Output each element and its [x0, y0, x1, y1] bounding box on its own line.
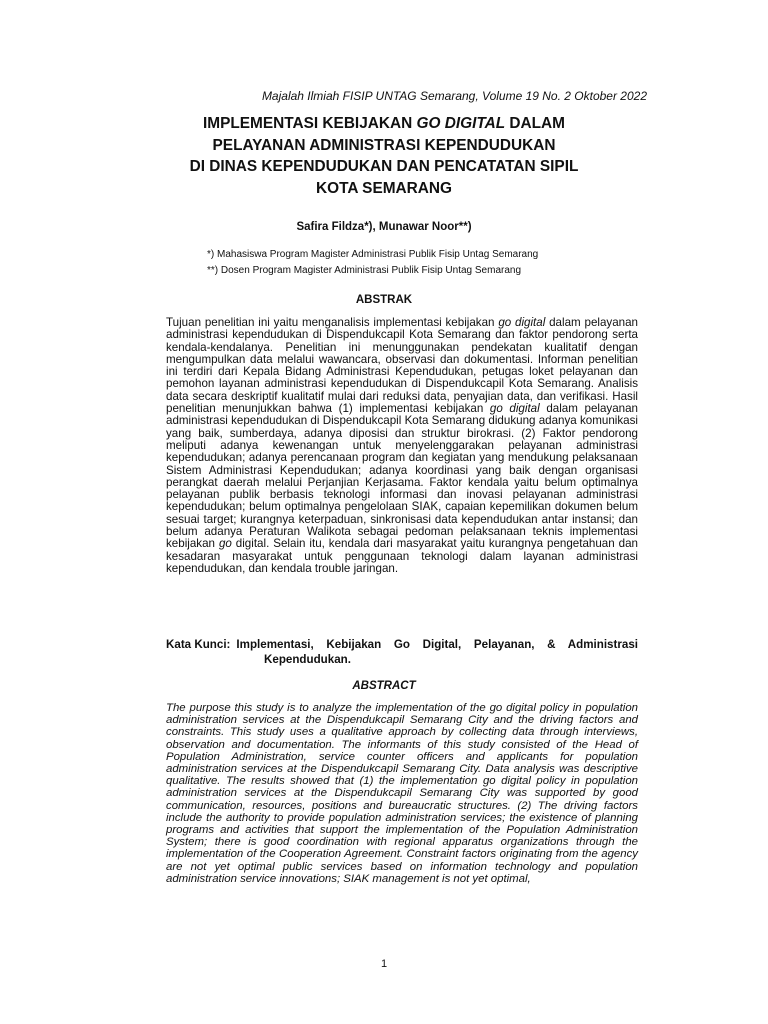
paper-title	[160, 113, 608, 199]
author-list: Safira Fildza*), Munawar Noor**)	[296, 221, 472, 233]
abstrak-text-2: dalam pelayanan administrasi kependudukan di Dispendukcapil Kota Semarang dan faktor pendorong serta kendala-kendalanya. Penelitian ini menunggunakan pendekatan kualitatif dengan mengumpulkan data melalui wawancara, observasi dan dokumentasi. Informan penelitian ini terdiri dari Kepala Bidang Administrasi Kependudukan, petugas loket pelayanan dan pemohon layanan administrasi kependudukan di Dispendukcapil Kota Semarang. Analisis data secara deskriptif kualitatif mulai dari reduksi data, penyajian data, dan verifikasi. Hasil penelitian menunjukkan bahwa (1) implementasi kebijakan	[166, 316, 638, 416]
keywords	[166, 637, 638, 667]
title-line-4: KOTA SEMARANG	[316, 179, 452, 197]
keywords-label: Kata Kunci:	[166, 638, 231, 651]
keywords-row	[166, 637, 638, 652]
abstrak-text-3: dalam pelayanan administrasi kependudukan di Dispendukcapil Kota Semarang didukung adanya komunikasi yang baik, sumberdaya, adanya diposisi dan struktur birokrasi. (2) Faktor pendorong meliputi adanya kewenangan untuk menyelenggarakan pelayanan administrasi kependudukan; adanya perencanaan program dan kegiatan yang mendukung pelaksanaan Sistem Administrasi Kependudukan; adanya koordinasi yang baik dengan organisasi perangkat daerah melalui Perjanjian Kerjasama. Faktor kendala yaitu belum optimalnya pelayanan publik berbasis teknologi informasi dan inovasi pelayanan administrasi kependudukan; belum optimalnya pengelolaan SIAK, capaian kepemilikan dokumen belum sesuai target; kurangnya keterpaduan, sinkronisasi data kependudukan antar instansi; dan belum adanya Peraturan Walikota sebagai pedoman pelaksanaan teknis implementasi kebijakan	[166, 402, 639, 551]
abstract-heading: ABSTRACT	[352, 680, 416, 692]
abstrak-emphasis-3: go	[218, 537, 232, 551]
title-line-2: PELAYANAN ADMINISTRASI KEPENDUDUKAN	[212, 136, 556, 154]
abstract-body: The purpose this study is to analyze the implementation of the go digital policy in population administration services at the Dispendukcapil Semarang City and the driving factors and constraints. This study uses a qualitative approach by collecting data through interviews, observation and documentation. The informants of this study consisted of the Head of Population Administration, service counter officers and applicants for population administration services at the Dispendukcapil Semarang City. Data analysis was descriptive qualitative. The results showed that (1) the implementation go digital policy in population administration services at the Dispendukcapil Semarang City was supported by good communication, resources, positions and bureaucratic structures. (2) The driving factors include the authority to provide population administration services; the existence of planning programs and activities that support the implementation of the Population Administration System; there is good coordination with regional apparatus organizations through the implementation of the Cooperation Agreement. Constraint factors originating from the agency are not yet optimal public services based on information technology and population administration service innovations; SIAK management is not yet optimal,	[166, 702, 638, 885]
journal-header: Majalah Ilmiah FISIP UNTAG Semarang, Volume 19 No. 2 Oktober 2022	[261, 89, 647, 103]
title-line-1-pre: IMPLEMENTASI KEBIJAKAN	[203, 115, 417, 132]
abstrak-emphasis-1: go digital	[498, 316, 546, 329]
abstrak-body	[166, 317, 638, 575]
title-line-1-emphasis: GO DIGITAL	[416, 115, 506, 132]
abstrak-heading: ABSTRAK	[355, 294, 413, 306]
affiliation-student: *) Mahasiswa Program Magister Administrasi Publik Fisip Untag Semarang	[207, 249, 539, 260]
title-line-1-post: DALAM	[505, 115, 565, 132]
page-number: 1	[380, 958, 388, 970]
abstrak-text-4: digital. Selain itu, kendala dari masyarakat yaitu kurangnya pengetahuan dan kesadaran masyarakat untuk penggunaan teknologi dalam layanan administrasi kependudukan, dan kendala trouble jaringan.	[166, 537, 638, 575]
abstrak-text-1: Tujuan penelitian ini yaitu menganalisis implementasi kebijakan	[166, 316, 499, 329]
title-line-3: DI DINAS KEPENDUDUKAN DAN PENCATATAN SIPIL	[189, 158, 579, 175]
keywords-values-continued: Kependudukan.	[264, 653, 351, 666]
abstrak-emphasis-2: go digital	[489, 402, 540, 416]
title-line-1	[160, 113, 608, 135]
affiliation-lecturer: **) Dosen Program Magister Administrasi Publik Fisip Untag Semarang	[207, 265, 522, 276]
keywords-values: Implementasi, Kebijakan Go Digital, Pelayanan, & Administrasi	[236, 638, 638, 651]
